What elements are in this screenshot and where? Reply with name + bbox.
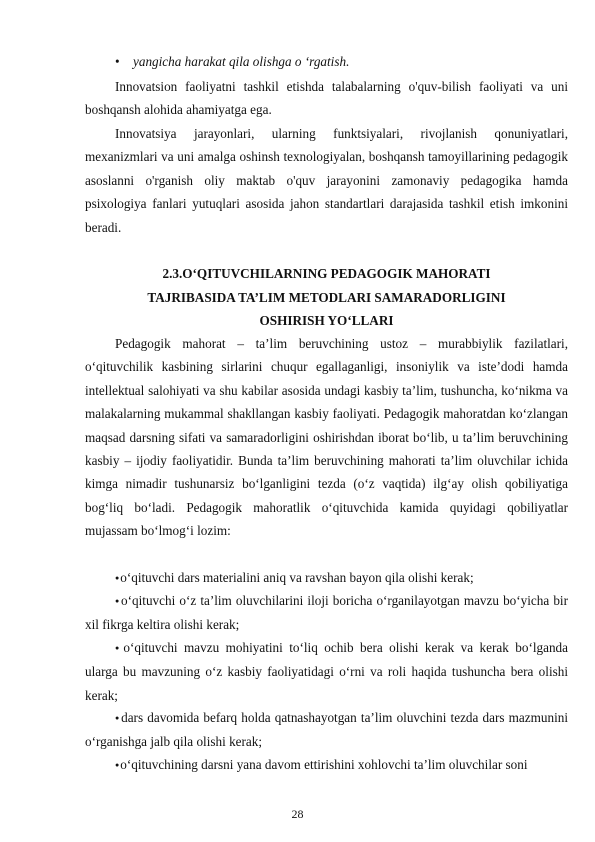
paragraph-pedagogical-mastery: Pedagogik mahorat – ta’lim beruvchining ustoz – murabbiylik fazilatlari, o‘qituvchilik kasbining sirlarini chuqur egallaganligi, insoniylik va iste’dodi hamda intellektual salohiyati va shu kabilar asosida undagi kasbiy ta’lim, tushuncha, ko‘nikma va malakalarning mukammal shakllangan kasbiy faoliyati. Pedagogik mahoratdan ko‘zlangan maqsad darsning sifati va samaradorligini oshirishdan iborat bo‘lib, u ta’lim beruvchining kasbiy – ijodiy faoliyatidir. Bunda ta’lim beruvchining mahorati ta’lim oluvchilar ichida kimga nimadir tushunarsiz bo‘lganligini tezda (o‘z vaqtida) ilg‘ay olish qobiliyatiga bog‘liq bo‘ladi. Pedagogik mahoratlik o‘qituvchida kamida quyidagi qobiliyatlar mujassam bo‘lmog‘i lozim: xyxy=(85,336,568,539)
heading-line-2: TAJRIBASIDA TA’LIM METODLARI SAMARADORLIGINI xyxy=(147,290,506,305)
list-item: ● o‘qituvchining darsni yana davom ettirishini xohlovchi ta’lim oluvchilar soni xyxy=(85,753,568,777)
list-item: ● o‘qituvchi mavzu mohiyatini to‘liq ochib bera olishi kerak va kerak bo‘lganda ularga bu mavzuning o‘z kasbiy faoliyatidagi o‘rni va roli haqida tushuncha bera olishi kerak; xyxy=(85,636,568,707)
heading-line-3: OSHIRISH YO‘LLARI xyxy=(259,313,394,328)
bullet-item-top xyxy=(115,52,349,72)
heading-line-1: 2.3.O‘QITUVCHILARNING PEDAGOGIK MAHORATI xyxy=(162,266,491,281)
list-item: ● o‘qituvchi o‘z ta’lim oluvchilarini iloji boricha o‘rganilayotgan mavzu bo‘yicha bir xil fikrga keltira olishi kerak; xyxy=(85,589,568,637)
list-item: ● dars davomida befarq holda qatnashayotgan ta’lim oluvchini tezda dars mazmunini o‘rganishga jalb qila olishi kerak; xyxy=(85,706,568,754)
bullet-marker: • xyxy=(115,54,120,69)
paragraph-innovation-activity: Innovatsion faoliyatni tashkil etishda talabalarning o'quv-bilish faoliyati va uni boshqansh alohida ahamiyatga ega. xyxy=(85,79,568,118)
paragraph-innovation-processes: Innovatsiya jarayonlari, ularning funktsiyalari, rivojlanish qonuniyatlari, mexanizmlari va uni amalga oshinsh texnologiyalan, boshqansh tamoyillarining pedagogik asoslanni o'rganish oliy maktab o'quv jarayonini zamonaviy pedagogika hamda psixologiya fanlari yutuqlari asosida jahon standartlari darajasida tashkil etish imkonini beradi. xyxy=(85,126,568,235)
bullet-text: yangicha harakat qila olishga o ‘rgatish. xyxy=(133,54,350,69)
page-number: 28 xyxy=(291,807,304,821)
list-item: ● o‘qituvchi dars materialini aniq va ravshan bayon qila olishi kerak; xyxy=(85,566,568,590)
